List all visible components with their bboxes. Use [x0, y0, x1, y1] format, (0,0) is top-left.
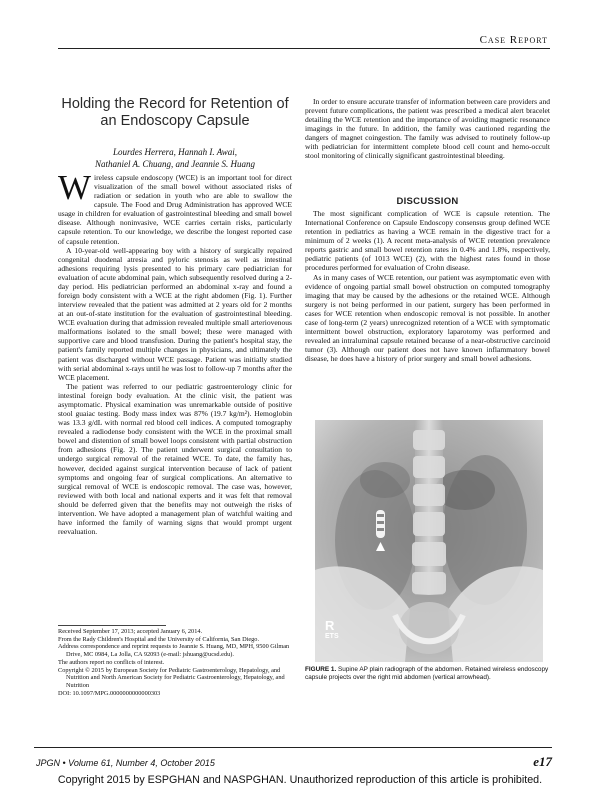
figure-caption-text: Supine AP plain radiograph of the abdomen. Retained wireless endoscopy capsule projects over the right mid abdomen (vertical arrowhead).: [305, 666, 549, 681]
xray-marker-letter: R: [325, 618, 335, 633]
header-rule: [58, 48, 550, 49]
footer-rule: [34, 747, 552, 748]
footnote-rule: [58, 625, 166, 626]
intro-paragraph-3: The patient was referred to our pediatric gastroenterology clinic for intestinal foreign body evaluation. At the clinic visit, the patient was asymptomatic. Physical examination was unremarkable outside of positive stool guaiac testing. Body mass index was 87% (19.7 kg/m²). Hemoglobin was 13.3 g/dL with normal red blood cell indices. A computed tomography revealed a radiodense body consistent with the WCE in the proximal small bowel and distention of small bowel loops consistent with partial obstruction from adhesions (Fig. 2). The patient underwent surgical consultation to undergo surgical removal of the retained WCE. To date, the family has, however, decided against surgical intervention because of lack of patient symptoms and ongoing fear of surgical complications. An alternative to surgical removal of WCE is endoscopic removal. The case was, however, reviewed with both local and national experts and it was felt that removal should be deferred given that the benefits may not outweigh the risks of intervention. We have adopted a management plan of watchful waiting and have informed the family of warning signs that would prompt urgent reevaluation.: [58, 381, 292, 537]
discussion-paragraph-2: As in many cases of WCE retention, our patient was asymptomatic even with evidence of ongoing partial small bowel obstruction on computed tomography imaging that may be caused by the adhesions or the retained WCE. Although surgery is not being performed in our patient, surgery has been performed in cases for WCE retention when endoscopic removal is not possible. In another case of long-term (2 years) unrecognized retention of a WCE with symptomatic intermittent bowel obstruction, exploratory laparotomy was performed and revealed an intraluminal capsule retained because of a near-obstructive carcinoid tumor (3). Although our patient does not have known inflammatory bowel disease, he does have a history of prior surgery and small bowel adhesions.: [305, 272, 550, 364]
footnote-correspondence: Address correspondence and reprint requests to Jeannie S. Huang, MD, MPH, 9500 Gilman Drive, MC 0984, La Jolla, CA 92093 (e-mail: jshuang@ucsd.edu).: [58, 643, 290, 659]
intro-paragraph-1-text: ireless capsule endoscopy (WCE) is an important tool for direct visualization of the small bowel without associated risks of radiation or sedation in youth who are able to swallow the capsule. The Food and Drug Administration has approved WCE usage in children for evaluation of gastrointestinal bleeding and small bowel disease. Although noninvasive, WCE carries certain risks, particularly capsule retention. To our knowledge, we describe the longest reported case of capsule retention.: [58, 173, 292, 246]
footnote-copyright: Copyright © 2015 by European Society for Pediatric Gastroenterology, Hepatology, and Nutrition and North American Society for Pediatric Gastroenterology, Hepatology, and Nutrition: [58, 666, 285, 689]
discussion-text: [305, 209, 550, 363]
title-line-2: an Endoscopy Capsule: [100, 113, 250, 129]
right-paragraph-1: In order to ensure accurate transfer of information between care providers and prevent future complications, the patient was prescribed a medical alert bracelet detailing the WCE retention and the importance of avoiding magnetic resonance imagings in the future. In addition, the family was cautioned regarding the dangers of magnet coingestion. The family was advised to routinely follow-up with pediatrician for intermittent complete blood cell count and hemo-occult stool monitoring of clinically significant gastrointestinal bleeding.: [305, 97, 550, 161]
footnote-received: Received September 17, 2013; accepted January 6, 2014.: [58, 628, 203, 635]
figure-caption: [305, 666, 550, 682]
journal-citation: JPGN • Volume 61, Number 4, October 2015: [36, 758, 215, 768]
intro-paragraph-2: A 10-year-old well-appearing boy with a history of surgically repaired congenital duodenal atresia and pyloric stenosis as well as intestinal adhesions requiring lysis presented to his primary care pediatrician for evaluation of acute abdominal pain, which subsequently resolved during a 2-day period. His pediatrician performed an abdominal x-ray and found a foreign body consistent with a WCE at the right abdomen (Fig. 1). Further interview revealed that the patient was admitted at 2 years old for 2 months at an out-of-state institution for the evaluation of gastrointestinal bleeding. WCE evaluation during that admission revealed multiple small arteriovenous malformations isolated to the small bowel; these were managed with supportive care and blood transfusion. During the patient's hospital stay, the patient's family reported multiple changes in physicians, and ultimately the patient was discharged without WCE passage. Patient was initially studied with serial abdominal x-rays until he was lost to follow-up 7 months after the WCE placement.: [58, 245, 292, 382]
authors-line-2: Nathaniel A. Chuang, and Jeannie S. Huang: [94, 159, 256, 169]
right-intro-text: [305, 97, 550, 161]
page-number: e17: [533, 754, 552, 769]
drop-cap: W: [58, 168, 92, 207]
xray-marker-text: ETS: [325, 633, 339, 640]
footnotes: [58, 628, 292, 697]
footnote-doi: DOI: 10.1097/MPG.0000000000000303: [58, 689, 161, 697]
discussion-heading: DISCUSSION: [396, 196, 459, 207]
discussion-paragraph-1: The most significant complication of WCE is capsule retention. The International Conference on Capsule Endoscopy consensus group defined WCE retention in pediatrics as having a WCE remain in the digestive tract for a minimum of 2 weeks (1). A recent meta-analysis of WCE retention prevalence reports gastric and small bowel retention rates in 0.4% and 1.8%, respectively, pediatric patients (of 1013 WCE) (2), with the highest rates found in those procedures performed for evaluation of Crohn disease.: [305, 209, 550, 273]
author-list: [58, 146, 292, 170]
intro-paragraph-1: [58, 168, 292, 246]
section-label: Case Report: [479, 34, 548, 46]
article-title: [58, 96, 292, 130]
footnote-affiliation: From the Rady Children's Hospital and the University of California, San Diego.: [58, 635, 260, 643]
authors-line-1: Lourdes Herrera, Hannah I. Awai,: [113, 147, 237, 157]
footnote-conflicts: The authors report no conflicts of interest.: [58, 658, 165, 666]
copyright-notice: Copyright 2015 by ESPGHAN and NASPGHAN. Unauthorized reproduction of this article is prohibited.: [57, 774, 543, 786]
intro-text: [58, 168, 292, 537]
xray-figure: [315, 420, 543, 662]
capsule-icon: [376, 510, 385, 538]
xray-image: [315, 420, 543, 662]
figure-label: FIGURE 1.: [305, 666, 337, 673]
title-line-1: Holding the Record for Retention of: [61, 96, 289, 112]
xray-side-marker: [325, 618, 339, 640]
